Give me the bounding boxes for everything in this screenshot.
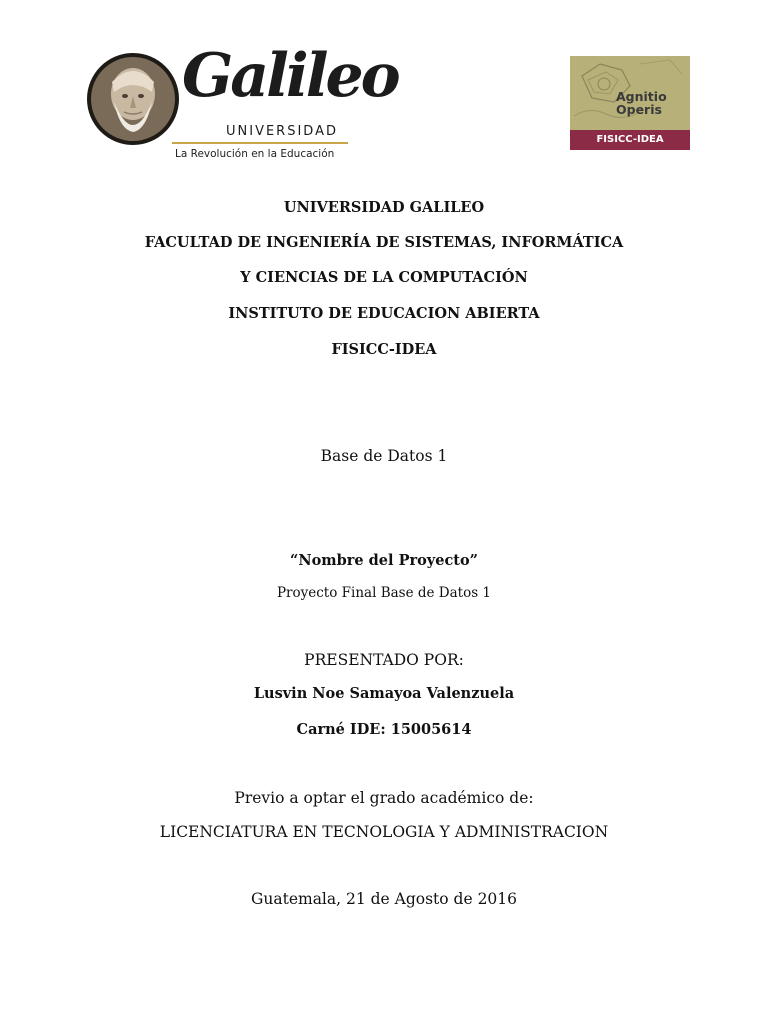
fisicc-label: FISICC-IDEA (570, 130, 690, 150)
galileo-logo (84, 41, 398, 164)
galileo-portrait-icon (86, 52, 180, 146)
fisicc-motto-line2: Operis (616, 102, 662, 117)
institute-name: INSTITUTO DE EDUCACION ABIERTA (228, 305, 540, 322)
faculty-line-2: Y CIENCIAS DE LA COMPUTACIÓN (240, 269, 528, 286)
university-name: UNIVERSIDAD GALILEO (283, 199, 485, 216)
student-id: Carné IDE: 15005614 (296, 721, 472, 738)
place-date: Guatemala, 21 de Agosto de 2016 (250, 890, 518, 908)
faculty-line-1: FACULTAD DE INGENIERÍA DE SISTEMAS, INFORMÁTICA (144, 234, 624, 251)
presented-by-label: PRESENTADO POR: (304, 651, 464, 669)
galileo-subtitle: UNIVERSIDAD (226, 124, 338, 139)
fisicc-logo (570, 56, 690, 150)
project-description: Proyecto Final Base de Datos 1 (276, 585, 492, 601)
course-name: Base de Datos 1 (320, 447, 448, 465)
student-name: Lusvin Noe Samayoa Valenzuela (253, 685, 515, 702)
fisicc-motto (616, 90, 667, 116)
galileo-wordmark: Galileo (182, 41, 398, 111)
degree-intro: Previo a optar el grado académico de: (234, 789, 534, 807)
galileo-divider (172, 142, 348, 144)
project-title: “Nombre del Proyecto” (290, 552, 478, 569)
program-name: FISICC-IDEA (331, 341, 437, 358)
fisicc-motto-line1: Agnitio (616, 89, 667, 104)
galileo-tagline: La Revolución en la Educación (175, 148, 335, 160)
degree-title: LICENCIATURA EN TECNOLOGIA Y ADMINISTRACION (159, 823, 609, 841)
